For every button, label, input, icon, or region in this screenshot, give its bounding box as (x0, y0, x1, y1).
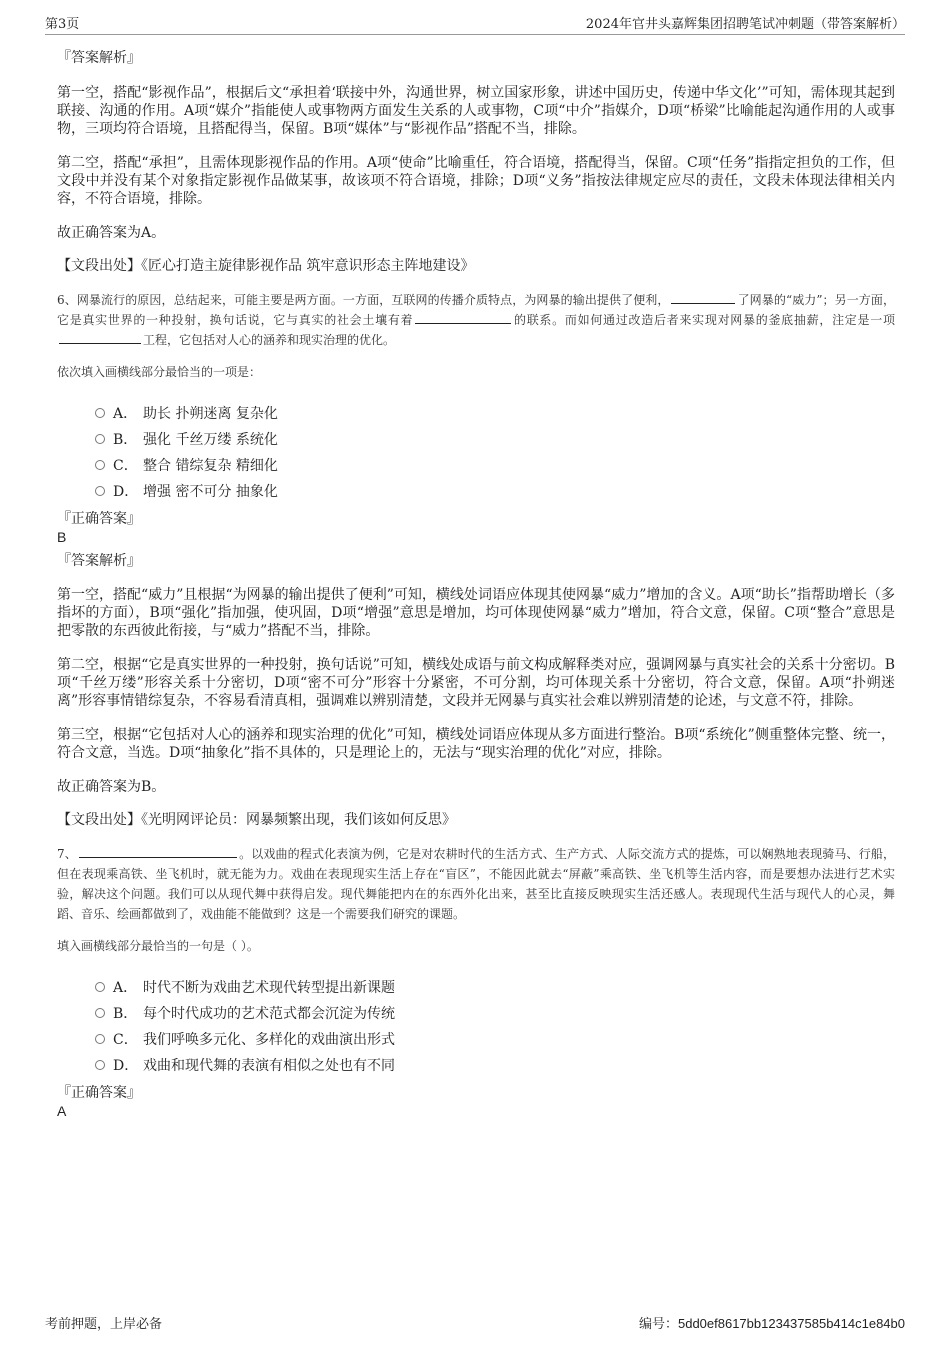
q7-options (95, 974, 895, 1078)
q7-blank (79, 845, 237, 858)
q7-option-c[interactable] (95, 1026, 895, 1052)
q6-option-d[interactable] (95, 478, 895, 504)
option-text: 每个时代成功的艺术范式都会沉淀为传统 (143, 1006, 395, 1022)
q7-answer-label: 『正确答案』 (57, 1085, 141, 1101)
q5-analysis-para-1: 第一空，搭配“影视作品”，根据后文“承担着‘联接中外，沟通世界，树立国家形象，讲述中国历史，传递中华文化’”可知，需体现其起到联接、沟通的作用。A项“媒介”指能使人或事物两方面发生关系的人或事物，C项“中介”指媒介，D项“桥梁”比喻能起沟通作用的人或事物，三项均符合语境，且搭配得当，保留。B项“媒体”与“影视作品”搭配不当，排除。 (57, 85, 895, 137)
radio-icon[interactable] (95, 1008, 105, 1018)
q6-blank-3 (59, 331, 141, 344)
q6-blank-2 (415, 311, 511, 324)
footer-slogan: 考前押题，上岸必备 (45, 1317, 163, 1332)
q7-question (57, 844, 895, 924)
q6-analysis-label: 『答案解析』 (57, 553, 141, 569)
q6-analysis-para-2: 第二空，根据“它是真实世界的一种投射，换句话说”可知，横线处成语与前文构成解释类对应，强调网暴与真实社会的关系十分密切。B项“千丝万缕”形容关系十分密切，D项“密不可分”形容十分紧密，不可分割，均可体现关系十分密切，符合文意，保留。A项“扑朔迷离”形容事情错综复杂，不容易看清真相，强调难以辨别清楚，文段并无网暴与真实社会难以辨别清楚的论述，与文意不符，排除。 (57, 657, 895, 709)
q5-source: 【文段出处】《匠心打造主旋律影视作品 筑牢意识形态主阵地建设》 (57, 258, 475, 274)
footer-code-label: 编号： (638, 1317, 678, 1332)
q6-analysis-para-1: 第一空，搭配“威力”且根据“为网暴的输出提供了便利”可知，横线处词语应体现其使网暴“威力”增加的含义。A项“助长”指帮助增长（多指坏的方面），B项“强化”指加强，使巩固，D项“增强”意思是增加，均可体现使网暴“威力”增加，符合文意，保留。C项“整合”意思是把零散的东西彼此衔接，与“威力”搭配不当，排除。 (57, 587, 895, 639)
radio-icon[interactable] (95, 434, 105, 444)
document-body (57, 48, 895, 1120)
q6-prompt: 依次填入画横线部分最恰当的一项是： (57, 365, 262, 379)
radio-icon[interactable] (95, 408, 105, 418)
radio-icon[interactable] (95, 1060, 105, 1070)
q7-prompt: 填入画横线部分最恰当的一句是（ ）。 (57, 939, 259, 953)
radio-icon[interactable] (95, 460, 105, 470)
page-footer (45, 1313, 905, 1332)
footer-code (639, 1313, 905, 1332)
option-letter: A． (113, 406, 138, 422)
q6-options (95, 400, 895, 504)
q6-option-c[interactable] (95, 452, 895, 478)
q5-conclusion: 故正确答案为A。 (57, 225, 166, 241)
q6-answer-label: 『正确答案』 (57, 511, 141, 527)
q6-option-b[interactable] (95, 426, 895, 452)
radio-icon[interactable] (95, 1034, 105, 1044)
option-letter: A． (113, 980, 138, 996)
option-letter: C． (113, 458, 138, 474)
option-text: 时代不断为戏曲艺术现代转型提出新课题 (143, 980, 395, 996)
option-letter: D． (113, 1058, 139, 1074)
option-text: 整合 错综复杂 精细化 (143, 458, 278, 474)
q7-text: 。以戏曲的程式化表演为例，它是对农耕时代的生活方式、生产方式、人际交流方式的提炼，可以娴熟地表现骑马、行船，但在表现乘高铁、坐飞机时，就无能为力。戏曲在表现现实生活上存在“盲区”，不能因此就去“屏蔽”乘高铁、坐飞机等生活内容，而是要想办法进行艺术实验，解决这个问题。我们可以从现代舞中获得启发。现代舞能把内在的东西外化出来，甚至比直接反映现实生活还感人。表现现代生活与现代人的心灵，舞蹈、音乐、绘画都做到了，戏曲能不能做到？这是一个需要我们研究的课题。 (57, 847, 895, 921)
q6-conclusion: 故正确答案为B。 (57, 779, 166, 795)
q6-question (57, 290, 895, 350)
footer-code-value: 5dd0ef8617bb123437585b414c1e84b0 (677, 1316, 905, 1331)
q6-option-a[interactable] (95, 400, 895, 426)
page-number: 第3页 (45, 17, 80, 32)
q6-answer: B (57, 529, 67, 545)
q6-source: 【文段出处】《光明网评论员：网暴频繁出现，我们该如何反思》 (57, 812, 456, 828)
radio-icon[interactable] (95, 486, 105, 496)
q5-analysis-label: 『答案解析』 (57, 50, 141, 66)
option-text: 助长 扑朔迷离 复杂化 (143, 406, 278, 422)
option-text: 强化 千丝万缕 系统化 (143, 432, 278, 448)
q5-analysis-para-2: 第二空，搭配“承担”，且需体现影视作品的作用。A项“使命”比喻重任，符合语境，搭配得当，保留。C项“任务”指指定担负的工作，但文段中并没有某个对象指定影视作品做某事，故该项不符合语境，排除；D项“义务”指按法律规定应尽的责任，文段未体现法律相关内容，不符合语境，排除。 (57, 155, 895, 207)
option-letter: C． (113, 1032, 138, 1048)
radio-icon[interactable] (95, 982, 105, 992)
q7-answer: A (57, 1103, 67, 1119)
option-letter: B． (113, 1006, 138, 1022)
page-header (45, 14, 905, 35)
option-letter: D． (113, 484, 139, 500)
q7-option-a[interactable] (95, 974, 895, 1000)
q6-text-1: 6、网暴流行的原因，总结起来，可能主要是两方面。一方面，互联网的传播介质特点，为网暴的输出提供了便利， (57, 293, 670, 307)
q6-analysis-para-3: 第三空，根据“它包括对人心的涵养和现实治理的优化”可知，横线处词语应体现从多方面进行整治。B项“系统化”侧重整体完整、统一，符合文意，当选。D项“抽象化”指不具体的，只是理论上的，无法与“现实治理的优化”对应，排除。 (57, 727, 895, 761)
q6-text-3: 的联系。而如何通过改造后者来实现对网暴的釜底抽薪，注定是一项 (513, 313, 895, 327)
q6-text-4: 工程，它包括对人心的涵养和现实治理的优化。 (143, 333, 396, 347)
option-letter: B． (113, 432, 138, 448)
q7-option-b[interactable] (95, 1000, 895, 1026)
option-text: 戏曲和现代舞的表演有相似之处也有不同 (143, 1058, 395, 1074)
q6-text-2: 了网暴的“威力”；另一方面，它是真实世界的一种投射，换句话说，它与真实的社会土壤有着 (57, 293, 895, 327)
document-title: 2024年官井头嘉辉集团招聘笔试冲刺题（带答案解析） (585, 17, 905, 32)
q7-number: 7、 (57, 847, 77, 861)
q6-blank-1 (671, 291, 735, 304)
q7-option-d[interactable] (95, 1052, 895, 1078)
option-text: 我们呼唤多元化、多样化的戏曲演出形式 (143, 1032, 395, 1048)
option-text: 增强 密不可分 抽象化 (143, 484, 278, 500)
